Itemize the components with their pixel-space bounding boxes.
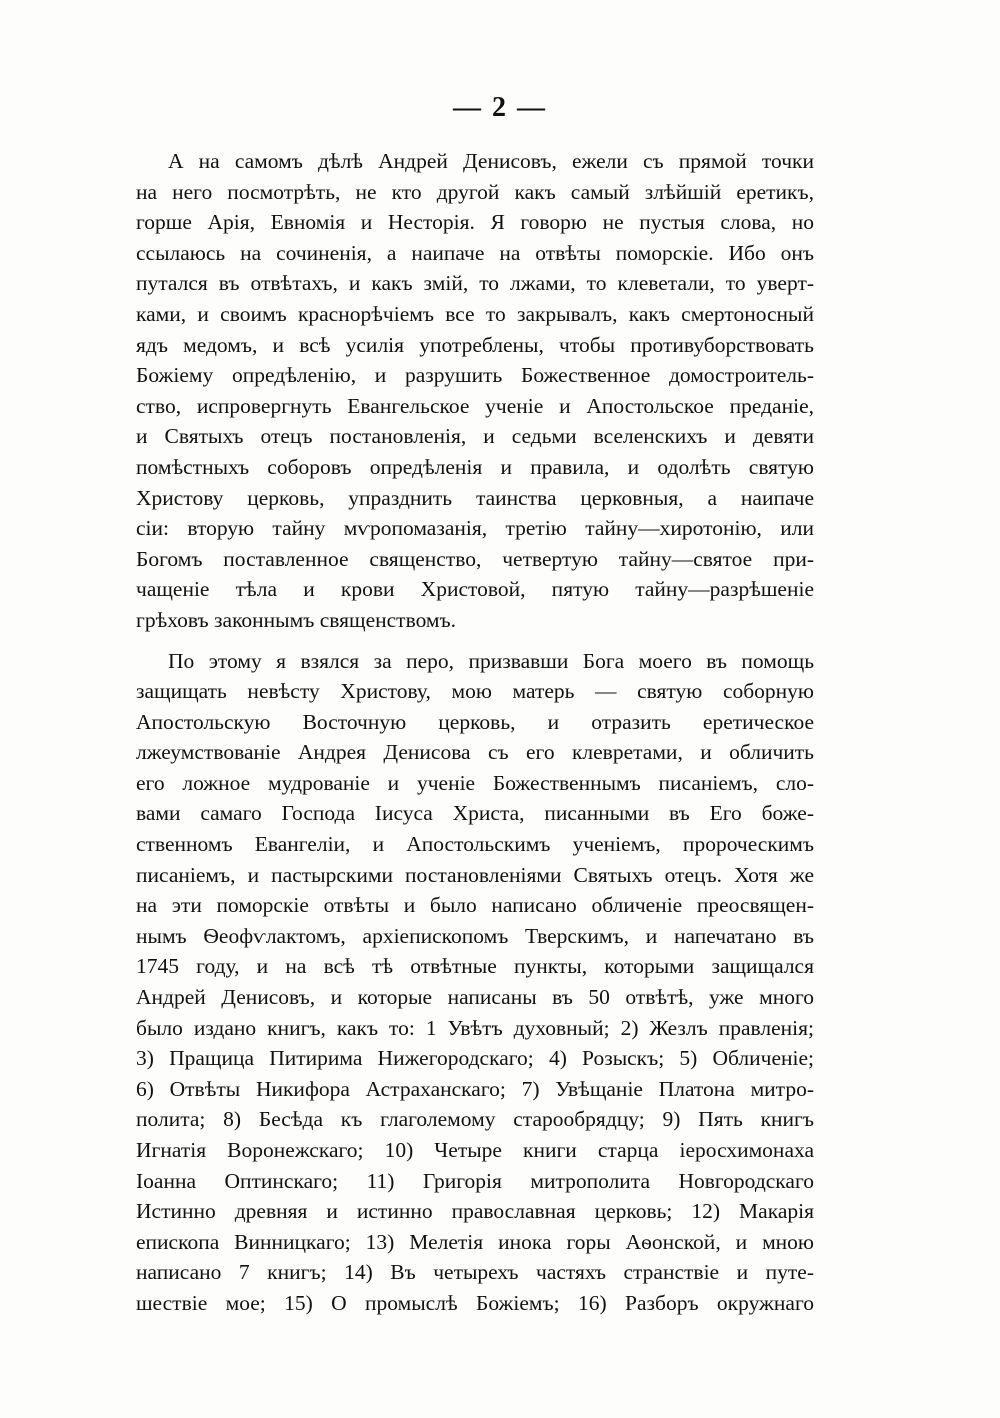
text-line: 6) Отвѣты Никифора Астраханскаго; 7) Увѣщаніе Платона митро- <box>136 1076 814 1101</box>
text-line: его ложное мудрованіе и ученіе Божественнымъ писаніемъ, сло- <box>136 770 814 795</box>
text-line: защищать невѣсту Христову, мою матерь — святую соборную <box>136 679 814 704</box>
text-line: на него посмотрѣть, не кто другой какъ самый злѣйшій еретикъ, <box>136 179 814 204</box>
page-number: — 2 — <box>453 92 547 123</box>
text-line: ками, и своимъ краснорѣчіемъ все то закрывалъ, какъ смертоносный <box>136 301 814 326</box>
paragraph-gap <box>136 636 814 646</box>
text-line: грѣховъ законнымъ священствомъ. <box>136 607 457 632</box>
text-line: лжеумствованіе Андрея Денисова съ его клевретами, и обличить <box>136 740 814 765</box>
text-line: ственномъ Евангеліи, и Апостольскимъ ученіемъ, пророческимъ <box>136 832 814 857</box>
text-line: ство, испровергнуть Евангельское ученіе и Апостольское преданіе, <box>136 393 814 418</box>
text-line: Божіему опредѣленію, и разрушить Божественное домостроитель- <box>136 363 814 388</box>
text-line: ядъ медомъ, и всѣ усилія употреблены, чтобы противуборствовать <box>136 332 814 357</box>
text-line: писаніемъ, и пастырскими постановленіями Святыхъ отецъ. Хотя же <box>136 862 814 887</box>
text-line: нымъ Ѳеофѵлактомъ, архіепископомъ Тверскимъ, и напечатано въ <box>136 923 814 948</box>
text-line: чащеніе тѣла и крови Христовой, пятую тайну—разрѣшеніе <box>136 577 814 602</box>
paragraph-1 <box>136 146 814 636</box>
text-line: горше Арія, Евномія и Несторія. Я говорю не пустыя слова, но <box>136 210 814 235</box>
paragraph-2 <box>136 646 814 1319</box>
text-line: путался въ отвѣтахъ, и какъ змій, то лжами, то клеветали, то уверт- <box>136 271 814 296</box>
text-line: Богомъ поставленное священство, четвертую тайну—святое при- <box>136 546 814 571</box>
text-line: и Святыхъ отецъ постановленія, и седьми вселенскихъ и девяти <box>136 424 814 449</box>
text-line: вами самаго Господа Іисуса Христа, писанными въ Его боже- <box>136 801 814 826</box>
body-text <box>136 146 814 1319</box>
text-line: помѣстныхъ соборовъ опредѣленія и правила, и одолѣть святую <box>136 454 814 479</box>
text-line: Андрей Денисовъ, и которые написаны въ 50 отвѣтѣ, уже много <box>136 985 814 1010</box>
text-line: написано 7 книгъ; 14) Въ четырехъ частяхъ странствіе и путе- <box>136 1260 814 1285</box>
text-line: По этому я взялся за перо, призвавши Бога моего въ помощь <box>168 648 814 673</box>
text-line: Игнатія Воронежскаго; 10) Четыре книги старца іеросхимонаха <box>136 1138 814 1162</box>
text-line: было издано книгъ, какъ то: 1 Увѣтъ духовный; 2) Жезлъ правленія; <box>136 1015 814 1040</box>
text-line: ссылаюсь на сочиненія, а наипаче на отвѣты поморскіе. Ибо онъ <box>136 240 814 265</box>
text-line: А на самомъ дѣлѣ Андрей Денисовъ, ежели съ прямой точки <box>168 149 814 173</box>
text-line: Апостольскую Восточную церковь, и отразить еретическое <box>136 709 814 734</box>
text-line: на эти поморскіе отвѣты и было написано обличеніе преосвящен- <box>136 893 814 918</box>
text-line: 3) Пращица Питирима Нижегородскаго; 4) Розыскъ; 5) Обличеніе; <box>136 1046 814 1071</box>
text-line: сіи: вторую тайну мѵропомазанія, третію тайну—хиротонію, или <box>136 516 814 541</box>
text-line: полита; 8) Бесѣда къ глаголемому старообрядцу; 9) Пять книгъ <box>136 1107 814 1132</box>
text-line: Христову церковь, упразднить таинства церковныя, а наипаче <box>136 485 814 510</box>
text-line: епископа Винницкаго; 13) Мелетія инока горы Аѳонской, и мною <box>136 1229 814 1254</box>
text-line: шествіе мое; 15) О промыслѣ Божіемъ; 16) Разборъ окружнаго <box>136 1290 814 1315</box>
text-line: Истинно древняя и истинно православная церковь; 12) Макарія <box>136 1199 814 1224</box>
text-line: 1745 году, и на всѣ тѣ отвѣтные пункты, которыми защищался <box>136 954 814 979</box>
text-line: Іоанна Оптинскаго; 11) Григорія митрополита Новгородскаго <box>136 1168 814 1193</box>
